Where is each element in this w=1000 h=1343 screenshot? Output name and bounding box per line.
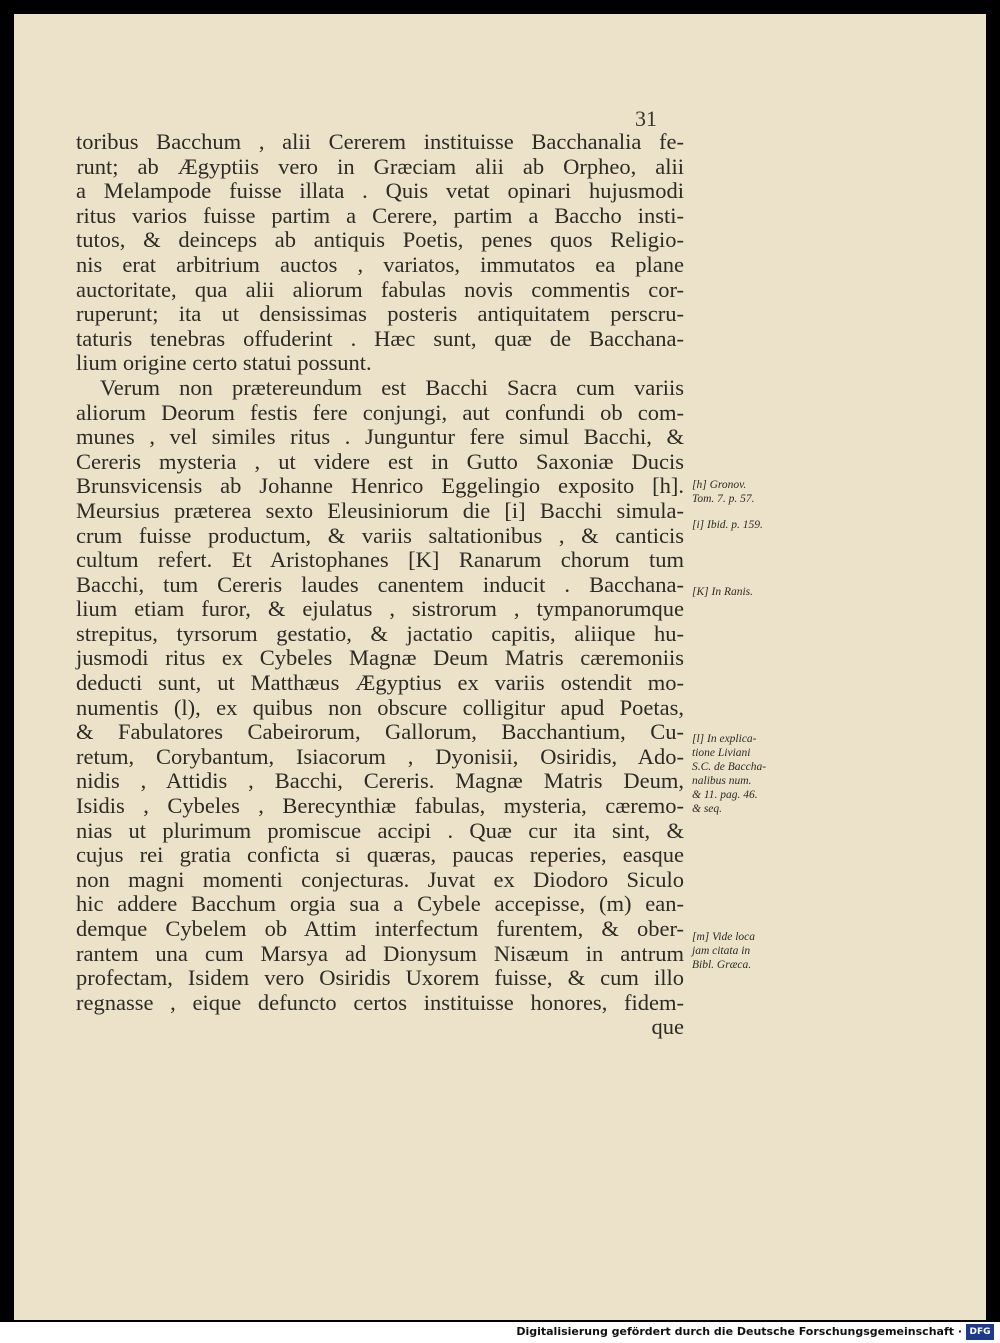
text-line: tutos, & deinceps ab antiquis Poetis, penes quos Religio-: [76, 227, 684, 253]
text-line: lium origine certo statui possunt.: [76, 350, 372, 376]
text-line: profectam, Isidem vero Osiridis Uxorem fuisse, & cum illo: [76, 965, 684, 991]
note-line: S.C. de Baccha-: [692, 761, 767, 773]
text-line: deducti sunt, ut Matthæus Ægyptius ex variis ostendit mo-: [76, 670, 684, 696]
text-line: auctoritate, qua alii aliorum fabulas novis commentis cor-: [76, 276, 684, 302]
text-line: rantem una cum Marsya ad Dionysum Nisæum in antrum: [76, 940, 684, 966]
text-line: Cereris mysteria , ut videre est in Gutto Saxoniæ Ducis: [76, 448, 684, 474]
text-line: a Melampode fuisse illata . Quis vetat opinari hujusmodi: [76, 178, 684, 204]
margin-note-l: [692, 732, 804, 816]
text-line: Brunsvicensis ab Johanne Henrico Eggelingio exposito [h].: [76, 473, 684, 499]
text-line: nis erat arbitrium auctos , variatos, immutatos ea plane: [76, 251, 684, 277]
note-line: nalibus num.: [692, 775, 752, 787]
text-line: hic addere Bacchum orgia sua a Cybele accepisse, (m) ean-: [76, 891, 684, 917]
text-line: strepitus, tyrsorum gestatio, & jactatio capitis, aliique hu-: [76, 620, 684, 646]
note-line: Bibl. Græca.: [692, 959, 752, 971]
text-line: taturis tenebras offuderint . Hæc sunt, quæ de Bacchana-: [76, 325, 684, 351]
note-line: [l] In explica-: [692, 733, 757, 745]
text-line: nias ut plurimum promiscue accipi . Quæ cur ita sint, &: [76, 817, 684, 843]
margin-note-k: [692, 585, 804, 599]
note-line: [m] Vide loca: [692, 931, 756, 943]
text-line: cujus rei gratia conficta si quæras, paucas reperies, easque: [76, 842, 684, 868]
text-line: cultum refert. Et Aristophanes [K] Ranarum chorum tum: [76, 547, 684, 573]
note-line: & seq.: [692, 803, 723, 815]
footer-bar: [0, 1322, 1000, 1343]
text-line: crum fuisse productum, & variis saltationibus , & canticis: [76, 522, 684, 548]
text-line: non magni momenti conjecturas. Juvat ex Diodoro Siculo: [76, 866, 684, 892]
note-line: [h] Gronov.: [692, 479, 747, 491]
note-line: tione Liviani: [692, 747, 751, 759]
page-number: 31: [635, 106, 657, 131]
text-line: Bacchi, tum Cereris laudes canentem inducit . Bacchana-: [76, 571, 684, 597]
funding-credit: Digitalisierung gefördert durch die Deutsche Forschungsgemeinschaft ·: [516, 1325, 962, 1338]
text-line: toribus Bacchum , alii Cererem instituisse Bacchanalia fe-: [76, 129, 684, 154]
note-line: Tom. 7. p. 57.: [692, 493, 755, 505]
text-line: demque Cybelem ob Attim interfectum furentem, & ober-: [76, 916, 684, 941]
note-line: & 11. pag. 46.: [692, 789, 758, 801]
margin-note-m: [692, 930, 804, 972]
text-line: nidis , Attidis , Bacchi, Cereris. Magnæ Matris Deum,: [76, 768, 684, 794]
text-line: jusmodi ritus ex Cybeles Magnæ Deum Matris cæremoniis: [76, 645, 684, 671]
text-line: retum, Corybantum, Isiacorum , Dyonisii, Osiridis, Ado-: [76, 743, 684, 769]
text-line: Verum non prætereundum est Bacchi Sacra cum variis: [100, 374, 684, 400]
note-line: [K] In Ranis.: [692, 586, 754, 598]
text-line: munes , vel similes ritus . Junguntur fere simul Bacchi, &: [76, 424, 684, 450]
text-line: ruperunt; ita ut densissimas posteris antiquitatem perscru-: [76, 301, 684, 327]
note-line: jam citata in: [692, 945, 751, 957]
dfg-logo: DFG: [966, 1324, 994, 1340]
text-line: Meursius præterea sexto Eleusiniorum die [i] Bacchi simula-: [76, 497, 684, 523]
margin-note-i: [692, 518, 804, 532]
text-line: runt; ab Ægyptiis vero in Græciam alii ab Orpheo, alii: [76, 153, 684, 179]
body-text: [76, 130, 684, 1040]
note-line: [i] Ibid. p. 159.: [692, 519, 763, 531]
margin-note-h: [692, 478, 804, 506]
text-line: ritus varios fuisse partim a Cerere, partim a Baccho insti-: [76, 202, 684, 228]
text-line: & Fabulatores Cabeirorum, Gallorum, Bacchantium, Cu-: [76, 719, 684, 745]
text-line: numentis (l), ex quibus non obscure colligitur apud Poetas,: [76, 694, 684, 720]
catchword: que: [651, 1014, 684, 1040]
text-line: aliorum Deorum festis fere conjungi, aut confundi ob com-: [76, 399, 684, 425]
text-line: lium etiam furor, & ejulatus , sistrorum , tympanorumque: [76, 596, 684, 622]
text-line: regnasse , eique defuncto certos instituisse honores, fidem-: [76, 989, 684, 1015]
text-line: Isidis , Cybeles , Berecynthiæ fabulas, mysteria, cæremo-: [76, 793, 684, 819]
